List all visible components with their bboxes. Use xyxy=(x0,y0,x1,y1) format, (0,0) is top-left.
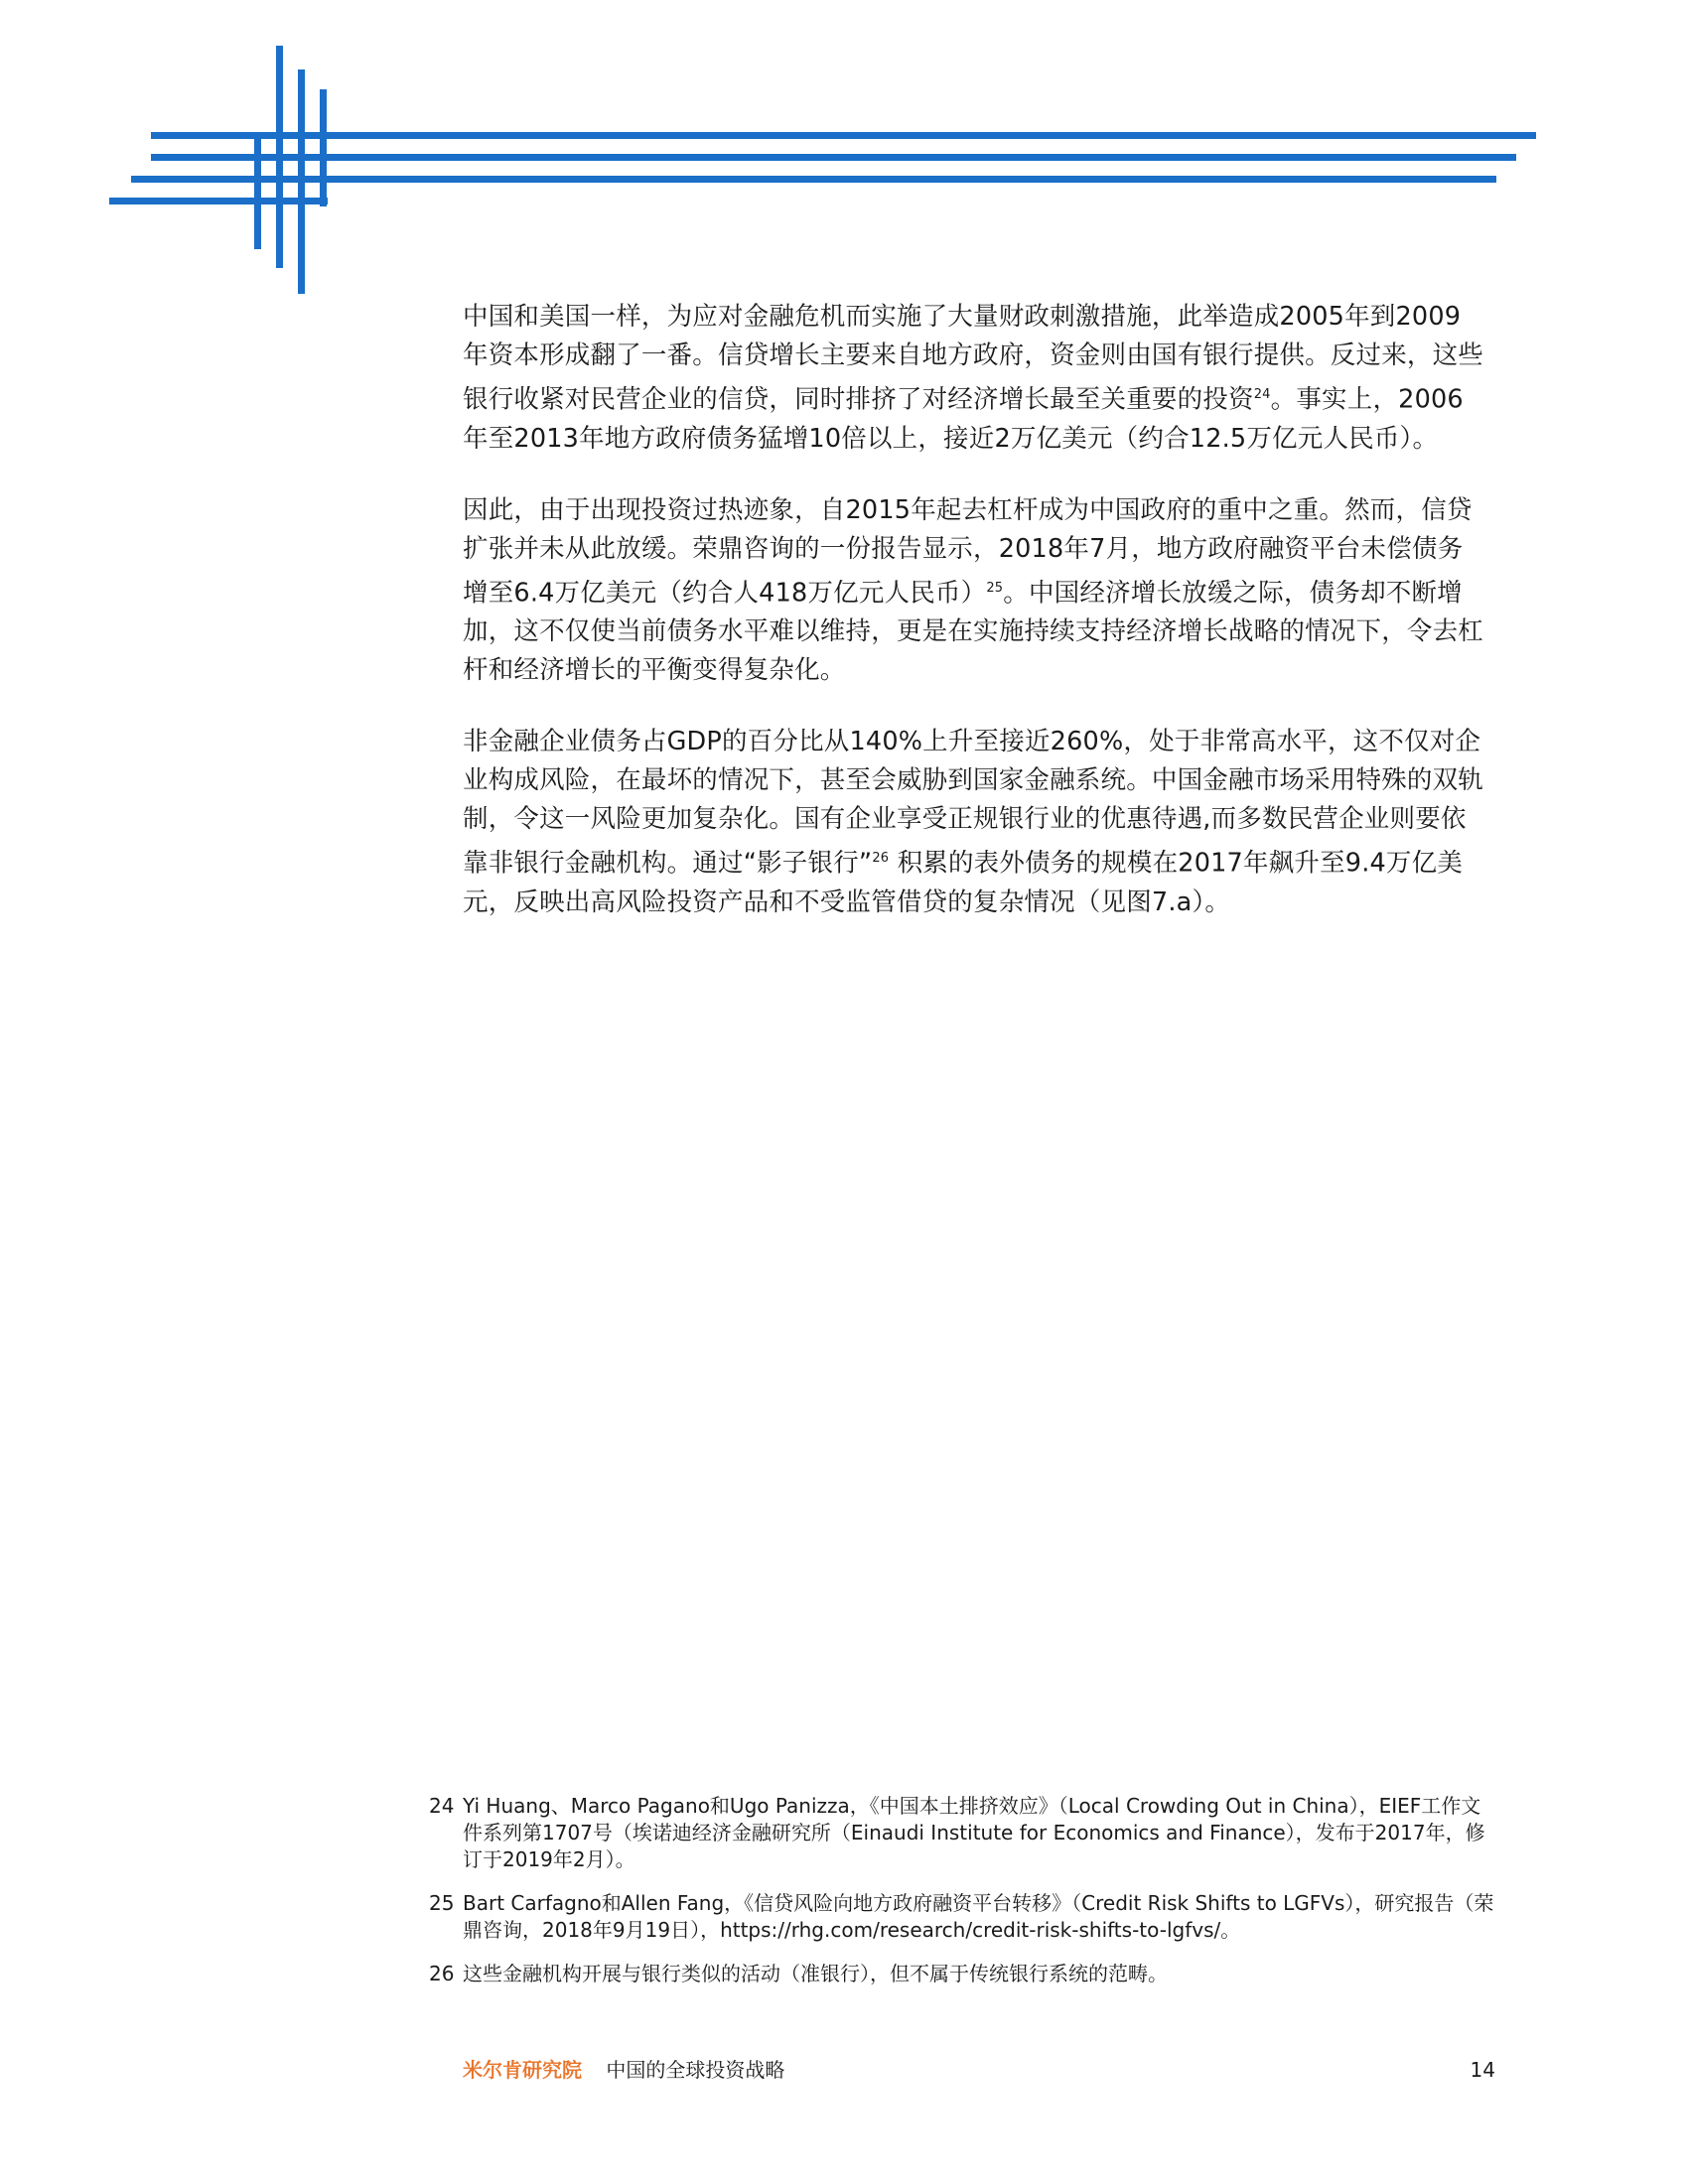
footnote xyxy=(429,1890,1499,1944)
decor-hline-4 xyxy=(109,198,328,205)
page-footer xyxy=(463,2055,1495,2085)
footnote xyxy=(429,1793,1499,1873)
paragraph-1: 中国和美国一样，为应对金融危机而实施了大量财政刺激措施，此举造成2005年到2009年资本形成翻了一番。信贷增长主要来自地方政府，资金则由国有银行提供。反过来，这些银行收紧对民营企业的信贷，同时排挤了对经济增长最至关重要的投资$^{24}$。事实上，2006年至2013年地方政府债务猛增10倍以上，接近2万亿美元（约合12.5万亿元人民币）。 xyxy=(463,302,1484,454)
brand-name: 米尔肯研究院 xyxy=(463,2058,582,2082)
decor-hline-3 xyxy=(131,176,1496,183)
paragraph-3: 非金融企业债务占GDP的百分比从140%上升至接近260%，处于非常高水平，这不仅对企业构成风险，在最坏的情况下，甚至会威胁到国家金融系统。中国金融市场采用特殊的双轨制，令这一风险更加复杂化。国有企业享受正规银行业的优惠待遇,而多数民营企业则要依靠非银行金融机构。通过“影子银行”$^{26}$ 积累的表外债务的规模在2017年飙升至9.4万亿美元，反映出高风险投资产品和不受监管借贷的复杂情况（见图7.a）。 xyxy=(463,727,1484,917)
footnote-number: 24 xyxy=(429,1794,455,1818)
footnote-number: 25 xyxy=(429,1891,455,1915)
grid-lines-logo xyxy=(0,0,1688,308)
decor-hline-2 xyxy=(151,154,1516,161)
footnote-ref-25[interactable]: 25 xyxy=(986,580,1004,596)
page-number: 14 xyxy=(1470,2058,1495,2082)
footnote-text: 这些金融机构开展与银行类似的活动（准银行），但不属于传统银行系统的范畴。 xyxy=(463,1962,1168,1985)
footnote-number: 26 xyxy=(429,1962,455,1985)
paragraph-2: 因此，由于出现投资过热迹象，自2015年起去杠杆成为中国政府的重中之重。然而，信贷扩张并未从此放缓。荣鼎咨询的一份报告显示，2018年7月，地方政府融资平台未偿债务增至6.4万亿美元（约合人418万亿元人民币）$^{25}$。中国经济增长放缓之际，债务却不断增加，这不仅使当前债务水平难以维持，更是在实施持续支持经济增长战略的情况下，令去杠杆和经济增长的平衡变得复杂化。 xyxy=(463,494,1484,685)
decor-vline-2 xyxy=(276,46,283,268)
document-title: 中国的全球投资战略 xyxy=(606,2058,785,2082)
footnotes xyxy=(429,1793,1499,2004)
body-text xyxy=(463,298,1485,955)
footnote-ref-24[interactable]: 24 xyxy=(1253,387,1271,402)
decor-hline-1 xyxy=(151,132,1536,139)
decor-vline-4 xyxy=(320,89,327,206)
decor-vline-1 xyxy=(254,135,261,249)
decor-vline-3 xyxy=(298,69,305,294)
footnote xyxy=(429,1961,1499,1987)
footnote-text: Yi Huang、Marco Pagano和Ugo Panizza，《中国本土排挤效应》（Local Crowding Out in China），EIEF工作文件系列第1707号（埃诺迪经济金融研究所（Einaudi Institute for Economics and Finance），发布于2017年，修订于2019年2月）。 xyxy=(463,1794,1485,1871)
footnote-ref-26[interactable]: 26 xyxy=(872,851,890,866)
footnote-text: Bart Carfagno和Allen Fang，《信贷风险向地方政府融资平台转移》（Credit Risk Shifts to LGFVs），研究报告（荣鼎咨询，2018年9月19日），https://rhg.com/research/credit-risk-shifts-to-lgfvs/。 xyxy=(463,1891,1494,1942)
